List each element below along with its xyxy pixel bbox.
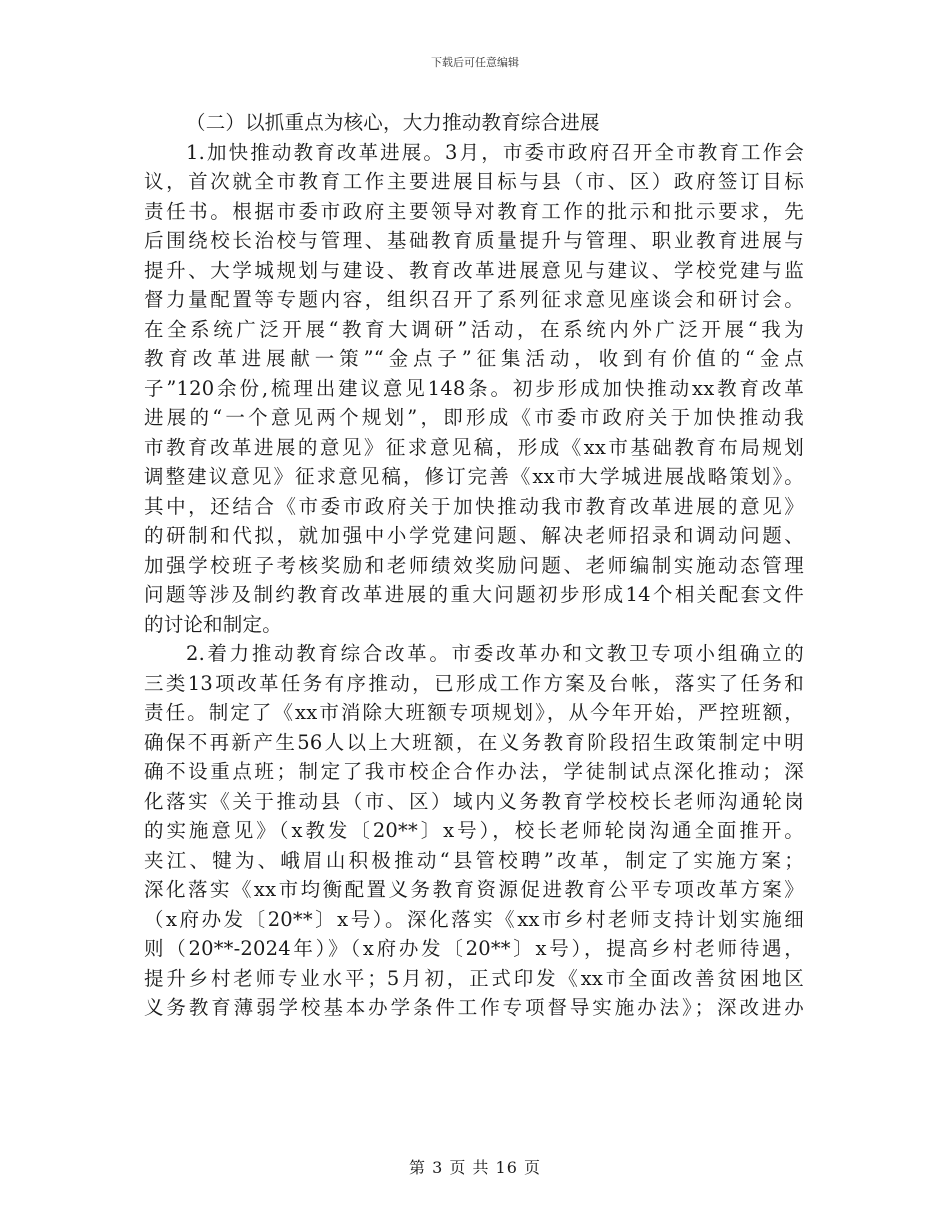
paragraph-line: 责任书。根据市委市政府主要领导对教育工作的批示和批示要求，先 (144, 199, 804, 223)
paragraph-line: 义务教育薄弱学校基本办学条件工作专项督导实施办法》；深改进办 (144, 996, 804, 1019)
paragraph-line: （x府办发〔20**〕x号）。深化落实《xx市乡村老师支持计划实施细 (144, 907, 804, 931)
paragraph-line: 2.着力推动教育综合改革。市委改革办和文教卫专项小组确立的 (186, 642, 804, 665)
paragraph-line: 其中，还结合《市委市政府关于加快推动我市教育改革进展的意见》 (144, 494, 804, 518)
paragraph-1 (144, 138, 804, 640)
paragraph-line: 子”120余份,梳理出建议意见148条。初步形成加快推动xx教育改革 (144, 376, 804, 400)
document-body (144, 108, 804, 1023)
paragraph-2 (144, 639, 804, 1023)
paragraph-line: 后围绕校长治校与管理、基础教育质量提升与管理、职业教育进展与 (144, 229, 804, 252)
section-heading: （二）以抓重点为核心，大力推动教育综合进展 (186, 111, 600, 134)
paragraph-line: 1.加快推动教育改革进展。3月，市委市政府召开全市教育工作会 (186, 140, 804, 164)
paragraph-line: 确保不再新产生56人以上大班额，在义务教育阶段招生政策制定中明 (144, 730, 804, 754)
paragraph-line: 在全系统广泛开展“教育大调研”活动，在系统内外广泛开展“我为 (144, 317, 804, 341)
paragraph-line: 进展的“一个意见两个规划”，即形成《市委市政府关于加快推动我 (144, 406, 804, 429)
paragraph-line: 督力量配置等专题内容，组织召开了系列征求意见座谈会和研讨会。 (144, 288, 804, 311)
paragraph-line: 的实施意见》（x教发〔20**〕x号），校长老师轮岗沟通全面推开。 (144, 819, 804, 842)
paragraph-line: 市教育改革进展的意见》征求意见稿，形成《xx市基础教育布局规划 (144, 435, 804, 459)
paragraph-line: 教育改革进展献一策”“金点子”征集活动，收到有价值的“金点 (144, 347, 804, 370)
paragraph-line: 的研制和代拟，就加强中小学党建问题、解决老师招录和调动问题、 (144, 524, 804, 547)
paragraph-line: 提升乡村老师专业水平；5月初，正式印发《xx市全面改善贫困地区 (144, 966, 804, 990)
paragraph-line: 加强学校班子考核奖励和老师绩效奖励问题、老师编制实施动态管理 (144, 553, 804, 577)
paragraph-line: 化落实《关于推动县（市、区）域内义务教育学校校长老师沟通轮岗 (144, 789, 804, 813)
paragraph-line: 三类13项改革任务有序推动，已形成工作方案及台帐，落实了任务和 (144, 671, 804, 695)
paragraph-line: 责任。制定了《xx市消除大班额专项规划》，从今年开始，严控班额， (144, 701, 804, 724)
paragraph-line: 问题等涉及制约教育改革进展的重大问题初步形成14个相关配套文件 (144, 583, 804, 606)
paragraph-line: 的讨论和制定。 (144, 612, 282, 636)
paragraph-line: 则（20**-2024年）》（x府办发〔20**〕x号），提高乡村老师待遇， (144, 937, 804, 960)
page-number-footer: 第 3 页 共 16 页 (409, 1158, 541, 1177)
paragraph-line: 议，首次就全市教育工作主要进展目标与县（市、区）政府签订目标 (144, 170, 804, 193)
paragraph-line: 深化落实《xx市均衡配置义务教育资源促进教育公平专项改革方案》 (144, 878, 804, 901)
paragraph-line: 提升、大学城规划与建设、教育改革进展意见与建议、学校党建与监 (144, 258, 804, 282)
header-note: 下载后可任意编辑 (431, 56, 519, 69)
paragraph-line: 确不设重点班；制定了我市校企合作办法，学徒制试点深化推动；深 (144, 760, 804, 783)
paragraph-line: 夹江、犍为、峨眉山积极推动“县管校聘”改革，制定了实施方案； (144, 848, 804, 872)
paragraph-line: 调整建议意见》征求意见稿，修订完善《xx市大学城进展战略策划》。 (144, 465, 804, 488)
